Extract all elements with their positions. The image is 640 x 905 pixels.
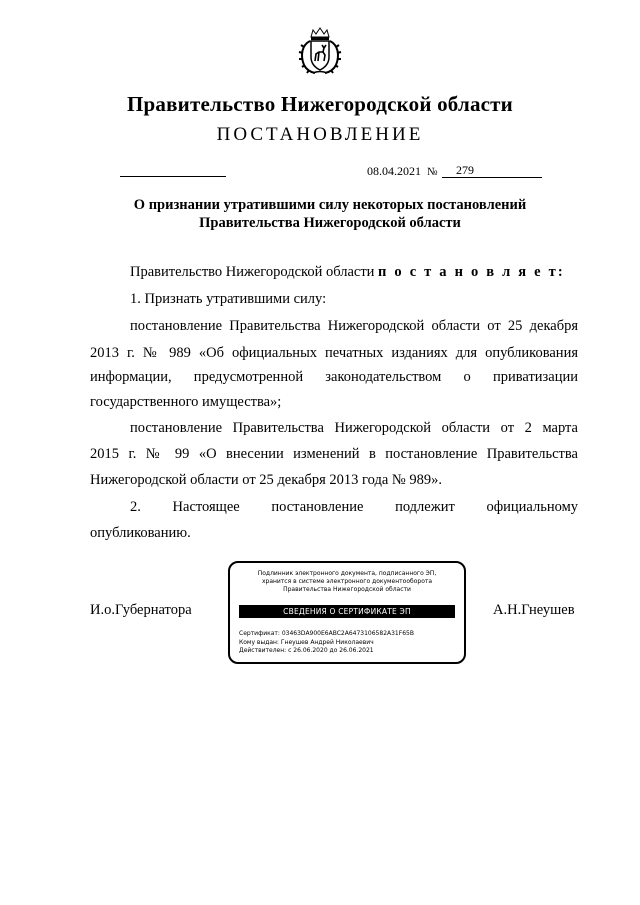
org-name: Правительство Нижегородской области: [127, 92, 513, 116]
intro-prefix: Правительство Нижегородской области: [130, 264, 379, 280]
document-number: 279: [442, 163, 542, 178]
document-date: 08.04.2021: [367, 164, 421, 178]
p2-line-1: постановление Правительства Нижегородской области от 2 марта: [130, 420, 578, 436]
certificate-details: [239, 630, 414, 656]
signatory-name: А.Н.Гнеушев: [493, 602, 575, 618]
certificate-owner: Кому выдан: Гнеушев Андрей Николаевич: [239, 638, 374, 646]
stamp-note-line-3: Правительства Нижегородской области: [283, 586, 411, 593]
item-2-line-2: опубликованию.: [90, 525, 191, 541]
document-title: [80, 196, 580, 232]
title-line-1: О признании утратившими силу некоторых постановлений: [133, 197, 527, 213]
item-2-line-1: 2. Настоящее постановление подлежит официальному: [130, 499, 578, 515]
stamp-note: [230, 570, 464, 594]
certificate-id: Сертификат: 03463DA900E6ABC2A6473106582A31F65B: [239, 630, 414, 637]
p1-line-2: 2013 г. № 989 «Об официальных печатных изданиях для опубликования: [90, 345, 578, 361]
p2-line-2: 2015 г. № 99 «О внесении изменений в постановление Правительства: [90, 446, 578, 462]
document-type: ПОСТАНОВЛЕНИЕ: [216, 124, 424, 145]
intro-line: [130, 264, 565, 281]
p2-line-3: Нижегородской области от 25 декабря 2013 года № 989».: [90, 472, 442, 488]
signatory-position: И.о.Губернатора: [90, 602, 192, 618]
certificate-validity: Действителен: с 26.06.2020 до 26.06.2021: [239, 647, 374, 654]
item-1: 1. Признать утратившими силу:: [130, 291, 327, 307]
number-sign: №: [427, 166, 438, 178]
e-signature-stamp: [228, 561, 466, 664]
coat-of-arms-emblem: [298, 27, 342, 75]
p1-line-1: постановление Правительства Нижегородской области от 25 декабря: [130, 318, 578, 334]
intro-verb: п о с т а н о в л я е т:: [378, 264, 565, 280]
blank-date-line: [120, 176, 226, 177]
title-line-2: Правительства Нижегородской области: [199, 215, 461, 231]
p1-line-3: информации, предусмотренной законодательством о приватизации: [90, 369, 578, 385]
stamp-note-line-1: Подлинник электронного документа, подписанного ЭП,: [257, 570, 437, 577]
certificate-header-bar: СВЕДЕНИЯ О СЕРТИФИКАТЕ ЭП: [239, 605, 455, 618]
p1-line-4: государственного имущества»;: [90, 394, 282, 410]
stamp-note-line-2: хранится в системе электронного документооборота: [261, 578, 433, 585]
